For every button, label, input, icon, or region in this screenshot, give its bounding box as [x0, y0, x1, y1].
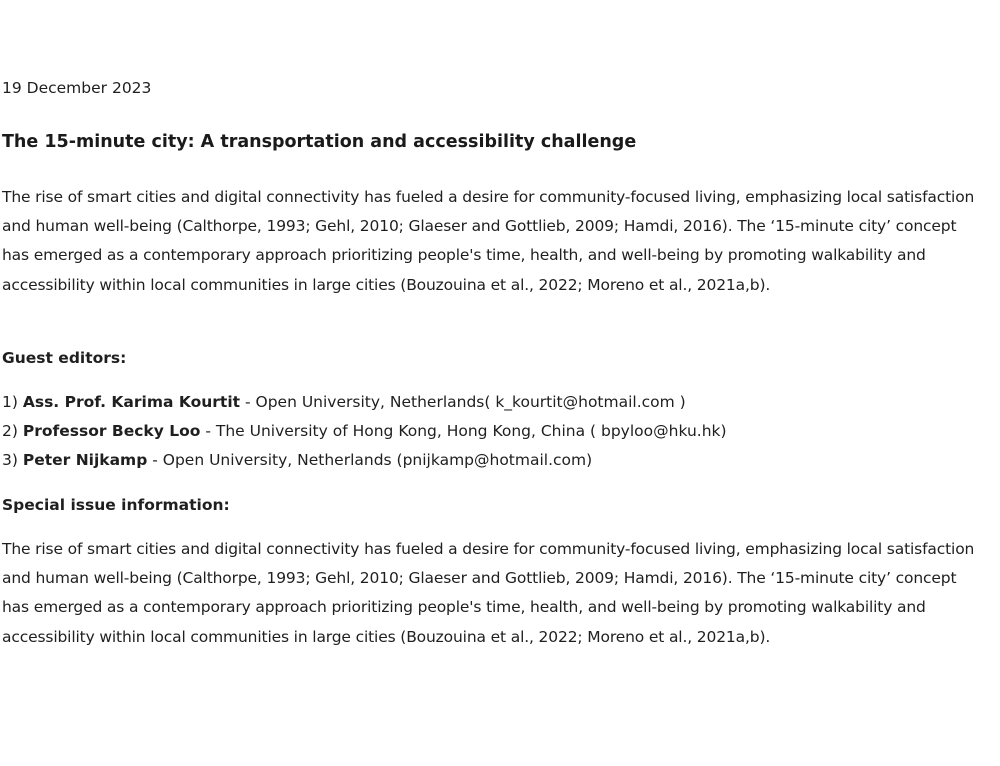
list-item [2, 388, 977, 417]
article-title: The 15-minute city: A transportation and accessibility challenge [2, 132, 637, 152]
guest-editors-list [2, 388, 977, 476]
editor-number: 2) [2, 422, 18, 441]
guest-editors-heading: Guest editors: [2, 349, 127, 367]
special-issue-paragraph: The rise of smart cities and digital connectivity has fueled a desire for community-focused living, emphasizing local satisfaction and human well-being (Calthorpe, 1993; Gehl, 2010; Glaeser and Gottlieb, 2009; Hamdi, 2016). The ‘15-minute city’ concept has emerged as a contemporary approach prioritizing people's time, health, and well-being by promoting walkability and accessibility within local communities in large cities (Bouzouina et al., 2022; Moreno et al., 2021a,b). [2, 540, 975, 646]
special-issue-heading: Special issue information: [2, 496, 230, 514]
editor-number: 3) [2, 451, 18, 470]
editor-name: Ass. Prof. Karima Kourtit [22, 393, 241, 411]
editor-name: Peter Nijkamp [22, 451, 148, 470]
list-item [2, 446, 977, 475]
publication-date: 19 December 2023 [2, 79, 152, 97]
list-item [2, 417, 977, 446]
editor-affiliation: - The University of Hong Kong, Hong Kong, China ( bpyloo@hku.hk) [200, 422, 727, 441]
editor-number: 1) [2, 393, 18, 411]
editor-affiliation: - Open University, Netherlands( k_kourtit@hotmail.com ) [240, 393, 686, 411]
editor-name: Professor Becky Loo [22, 422, 201, 441]
intro-paragraph: The rise of smart cities and digital connectivity has fueled a desire for community-focused living, emphasizing local satisfaction and human well-being (Calthorpe, 1993; Gehl, 2010; Glaeser and Gottlieb, 2009; Hamdi, 2016). The ‘15-minute city’ concept has emerged as a contemporary approach prioritizing people's time, health, and well-being by promoting walkability and accessibility within local communities in large cities (Bouzouina et al., 2022; Moreno et al., 2021a,b). [2, 188, 975, 294]
editor-affiliation: - Open University, Netherlands (pnijkamp@hotmail.com) [147, 451, 593, 470]
